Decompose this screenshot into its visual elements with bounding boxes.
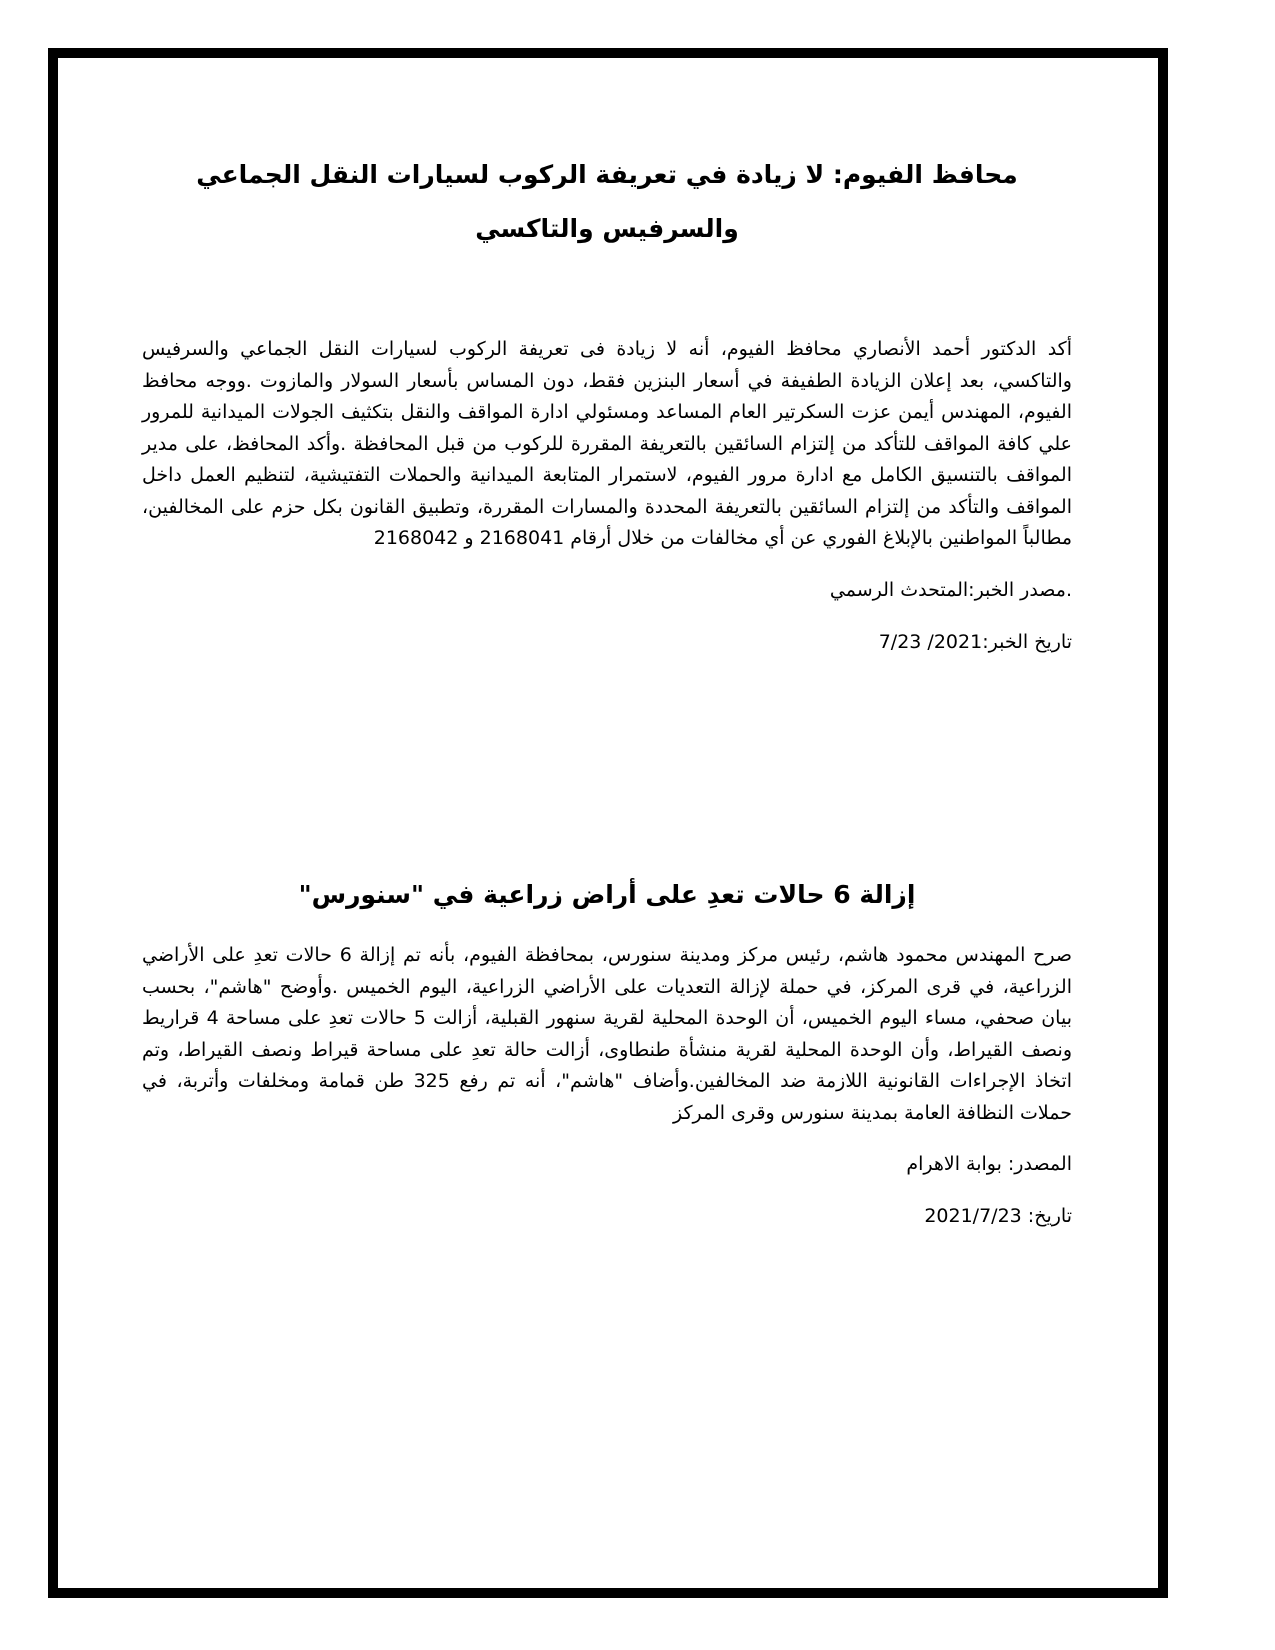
article-source: .مصدر الخبر:المتحدث الرسمي [829,578,1072,601]
article-headline: محافظ الفيوم: لا زيادة في تعريفة الركوب لسيارات النقل الجماعي والسرفيس والتاكسي [196,160,1018,243]
article-headline: إزالة 6 حالات تعدِ على أراض زراعية في "سنورس" [298,880,916,909]
article-date: تاريخ الخبر:2021/ 7/23 [878,630,1072,653]
article-body: صرح المهندس محمود هاشم، رئيس مركز ومدينة سنورس، بمحافظة الفيوم، بأنه تم إزالة 6 حالات تعدِ على الأراضي الزراعية، في قرى المركز، في حملة لإزالة التعديات على الأراضي الزراعية، اليوم الخميس .وأوضح "هاشم"، بحسب بيان صحفي، مساء اليوم الخميس، أن الوحدة المحلية لقرية سنهور القبلية، أزالت 5 حالات تعدِ على مساحة 4 قراريط ونصف القيراط، وأن الوحدة المحلية لقرية منشأة طنطاوى، أزالت حالة تعدِ على مساحة قيراط ونصف القيراط، وتم اتخاذ الإجراءات القانونية اللازمة ضد المخالفين.وأضاف "هاشم"، أنه تم رفع 325 طن قمامة ومخلفات وأتربة، في حملات النظافة العامة بمدينة سنورس وقرى المركز [142,944,1073,1124]
article-source: المصدر: بوابة الاهرام [906,1153,1072,1175]
news-article-fayoum-fares [142,148,1072,657]
article-body: أكد الدكتور أحمد الأنصاري محافظ الفيوم، أنه لا زيادة فى تعريفة الركوب لسيارات النقل الجماعي والسرفيس والتاكسي، بعد إعلان الزيادة الطفيفة في أسعار البنزين فقط، دون المساس بأسعار السولار والمازوت .ووجه محافظ الفيوم، المهندس أيمن عزت السكرتير العام المساعد ومسئولي ادارة المواقف والنقل بتكثيف الجولات الميدانية للمرور علي كافة المواقف للتأكد من إلتزام السائقين بالتعريفة المقررة للركوب من قبل المحافظة .وأكد المحافظ، على مدير المواقف بالتنسيق الكامل مع ادارة مرور الفيوم، لاستمرار المتابعة الميدانية والحملات التفتيشية، لتنظيم العمل داخل المواقف والتأكد من إلتزام السائقين بالتعريفة المحددة والمسارات المقررة، وتطبيق القانون بكل حزم على المخالفين، مطالباً المواطنين بالإبلاغ الفوري عن أي مخالفات من خلال أرقام 2168041 و 2168042 [142,338,1072,549]
news-article-sennoures-removals [142,868,1072,1231]
article-date: تاريخ: 2021/7/23 [924,1205,1072,1227]
